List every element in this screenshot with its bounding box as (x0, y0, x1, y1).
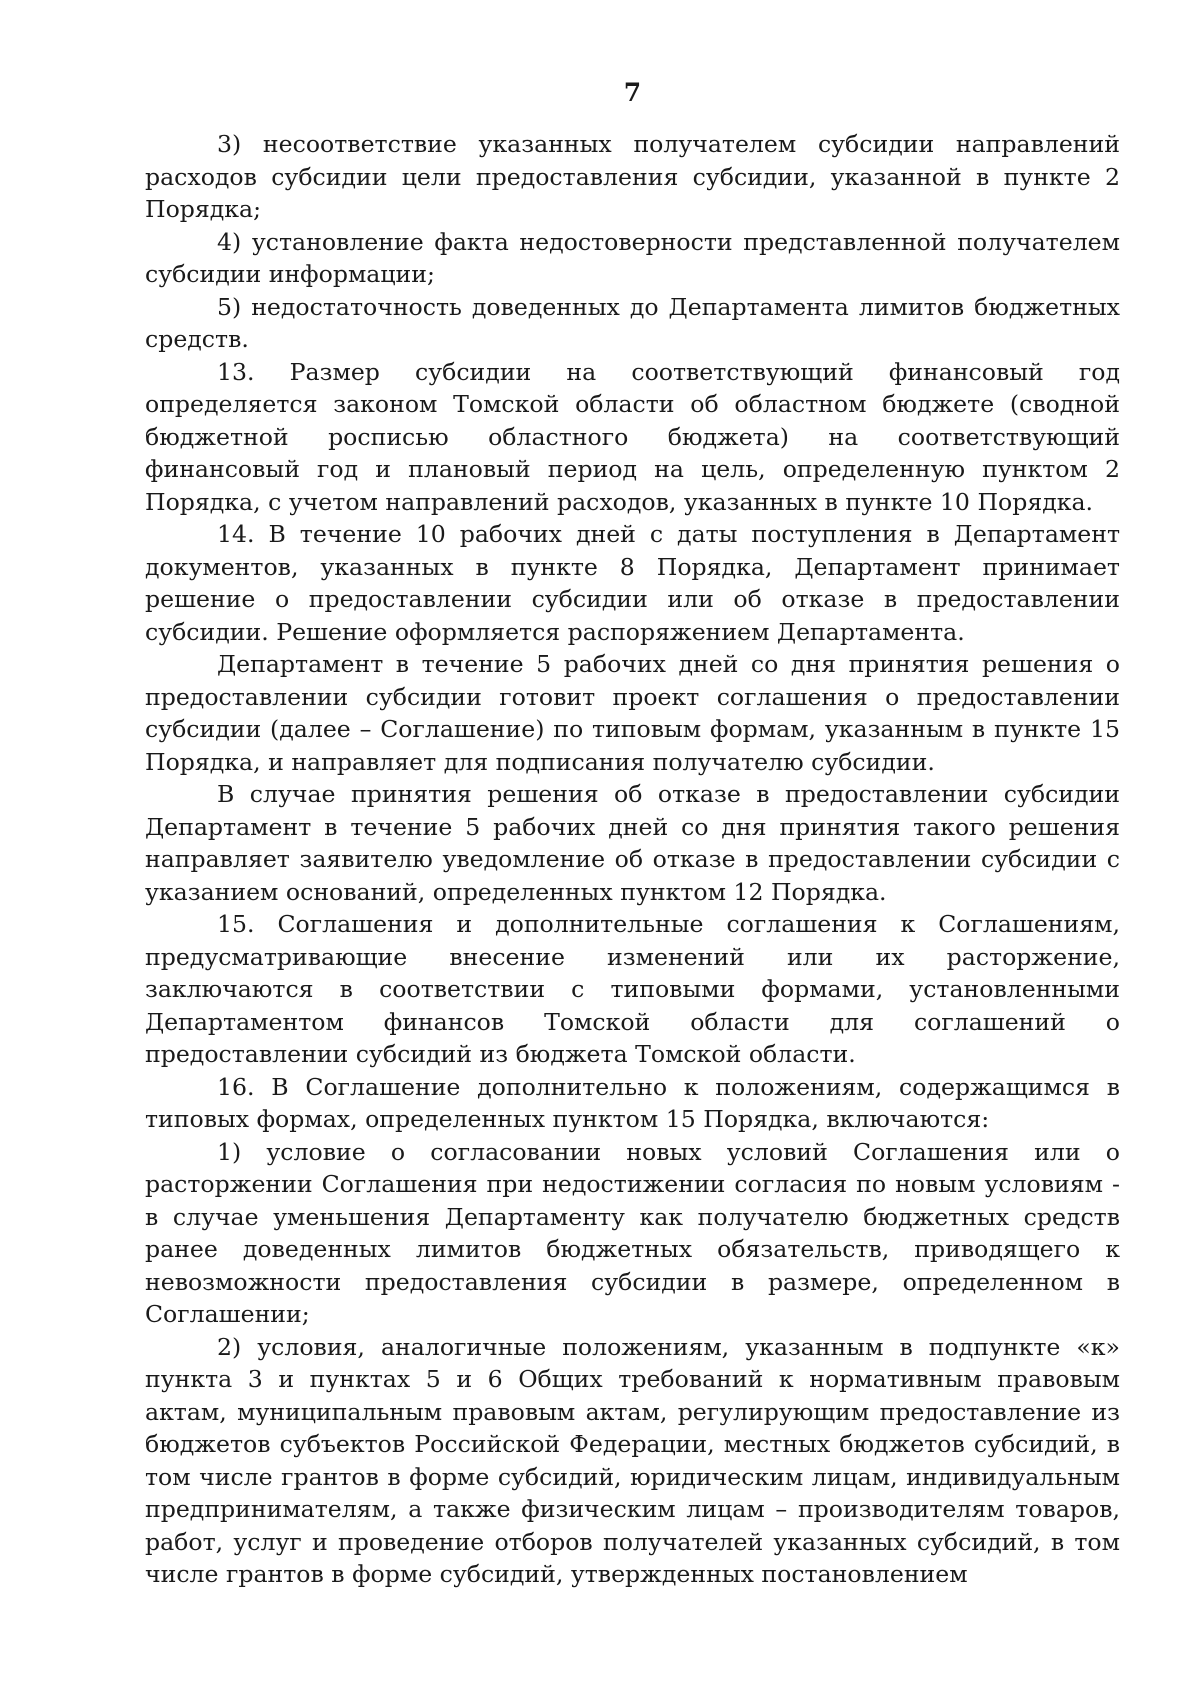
paragraph-item-4: 4) установление факта недостоверности представленной получателем субсидии информации; (145, 227, 1120, 288)
paragraph-clause-16: 16. В Соглашение дополнительно к положениям, содержащимся в типовых формах, определенных пунктом 15 Порядка, включаются: (145, 1072, 1120, 1133)
paragraph-item-3: 3) несоответствие указанных получателем субсидии направлений расходов субсидии цели предоставления субсидии, указанной в пункте 2 Порядка; (145, 130, 1120, 223)
paragraph-clause-13: 13. Размер субсидии на соответствующий финансовый год определяется законом Томской области об областном бюджете (сводной бюджетной росписью областного бюджета) на соответствующий финансовый год и плановый период на цель, определенную пунктом 2 Порядка, с учетом направлений расходов, указанных в пункте 10 Порядка. (145, 357, 1120, 516)
paragraph-clause-15: 15. Соглашения и дополнительные соглашения к Соглашениям, предусматривающие внесение изменений или их расторжение, заключаются в соответствии с типовыми формами, установленными Департаментом финансов Томской области для соглашений о предоставлении субсидий из бюджета Томской области. (145, 910, 1120, 1068)
paragraph-clause-16-item-2: 2) условия, аналогичные положениям, указанным в подпункте «к» пункта 3 и пунктах 5 и 6 Общих требований к нормативным правовым актам, муниципальным правовым актам, регулирующим предоставление из бюджетов субъектов Российской Федерации, местных бюджетов субсидий, в том числе грантов в форме субсидий, юридическим лицам, индивидуальным предпринимателям, а также физическим лицам – производителям товаров, работ, услуг и проведение отборов получателей указанных субсидий, в том числе грантов в форме субсидий, утвержденных постановлением (145, 1332, 1120, 1588)
paragraph-clause-14: 14. В течение 10 рабочих дней с даты поступления в Департамент документов, указанных в пункте 8 Порядка, Департамент принимает решение о предоставлении субсидии или об отказе в предоставлении субсидии. Решение оформляется распоряжением Департамента. (145, 520, 1120, 646)
paragraph-item-5: 5) недостаточность доведенных до Департамента лимитов бюджетных средств. (145, 292, 1120, 353)
paragraph-clause-16-item-1: 1) условие о согласовании новых условий Соглашения или о расторжении Соглашения при недостижении согласия по новым условиям - в случае уменьшения Департаменту как получателю бюджетных средств ранее доведенных лимитов бюджетных обязательств, приводящего к невозможности предоставления субсидии в размере, определенном в Соглашении; (145, 1137, 1120, 1328)
document-body (145, 128, 1120, 1591)
paragraph-clause-14-refusal: В случае принятия решения об отказе в предоставлении субсидии Департамент в течение 5 рабочих дней со дня принятия такого решения направляет заявителю уведомление об отказе в предоставлении субсидии с указанием оснований, определенных пунктом 12 Порядка. (145, 780, 1120, 906)
paragraph-clause-14-agreement: Департамент в течение 5 рабочих дней со дня принятия решения о предоставлении субсидии готовит проект соглашения о предоставлении субсидии (далее – Соглашение) по типовым формам, указанным в пункте 15 Порядка, и направляет для подписания получателю субсидии. (145, 650, 1120, 776)
page-number: 7 (623, 78, 642, 107)
